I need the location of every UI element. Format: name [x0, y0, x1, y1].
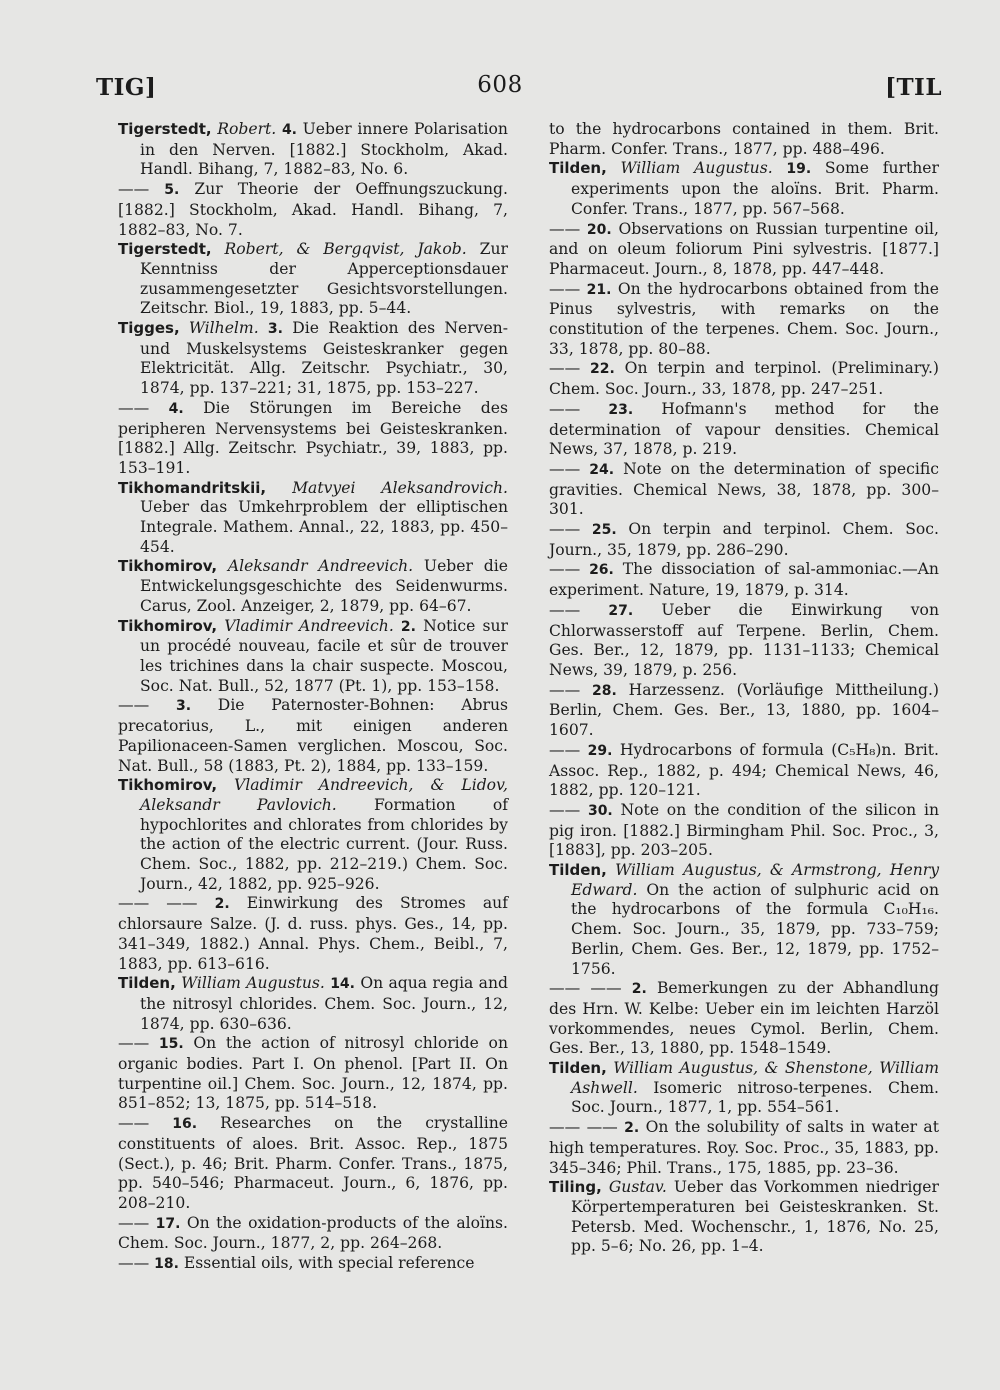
entry-title: On terpin and terpinol. Chem. Soc. Journ., 35, 1879, pp. 286–290. — [549, 520, 939, 559]
author-surname: Tigges, — [118, 319, 180, 338]
entry-title: Zur Kenntniss der Apperceptionsdauer zusammengesetzter Gesichtsvorstellungen. Zeitschr. Biol., 19, 1883, pp. 5–44. — [140, 240, 508, 318]
author-surname: Tiling, — [549, 1178, 602, 1197]
ditto-dash: —— — [118, 1114, 150, 1133]
bibliography-entry — [549, 1118, 939, 1178]
ditto-dash: —— — [549, 560, 581, 579]
author-surname: Tilden, — [118, 974, 176, 993]
author-given-names: William Augustus. — [181, 974, 325, 993]
bibliography-entry — [549, 979, 939, 1059]
author-surname: Tilden, — [549, 861, 607, 880]
ditto-dash: —— — [549, 740, 581, 759]
entry-title: Ueber die Entwickelungsgeschichte des Seidenwurms. Carus, Zool. Anzeiger, 2, 1879, pp. 64–67. — [140, 557, 508, 615]
bibliography-entry — [118, 399, 508, 479]
header-right-guide: [TIL — [885, 74, 942, 101]
author-given-names: Robert, & Bergqvist, Jakob. — [224, 240, 467, 259]
entry-title: On the action of sulphuric acid on the hydrocarbons of the formula C₁₀H₁₆. Chem. Soc. Journ., 35, 1879, pp. 733–759; Berlin, Chem. Ges. Ber., 12, 1879, pp. 1752–1756. — [571, 880, 939, 978]
bibliography-entry — [549, 159, 939, 219]
bibliography-entry — [118, 120, 508, 180]
author-surname: Tilden, — [549, 159, 607, 178]
entry-title: Ueber innere Polarisation in den Nerven. [1882.] Stockholm, Akad. Handl. Bihang, 7, 1882–83, No. 6. — [140, 120, 508, 179]
entry-title: Die Reaktion des Nerven- und Muskelsystems Geisteskranker gegen Elektricität. Allg. Zeitschr. Psychiatr., 30, 1874, pp. 137–221; 31, 1875, pp. 153–227. — [140, 319, 508, 398]
right-column — [549, 120, 939, 1257]
bibliography-entry — [549, 120, 939, 159]
author-surname: Tikhomirov, — [118, 557, 218, 576]
entry-number: 2. — [214, 896, 230, 913]
entry-number: 20. — [586, 221, 612, 238]
entry-title: Zur Theorie der Oeffnungszuckung. [1882.] Stockholm, Akad. Handl. Bihang, 7, 1882–83, No. 7. — [118, 180, 508, 239]
entry-title: On the oxidation-products of the aloïns. Chem. Soc. Journ., 1877, 2, pp. 264–268. — [118, 1213, 508, 1253]
ditto-dash: —— —— — [118, 894, 198, 913]
author-given-names: William Augustus, & Armstrong, Henry Edward. — [571, 861, 939, 899]
bibliography-entry — [549, 520, 939, 560]
entry-number: 23. — [608, 401, 634, 418]
ditto-dash: —— — [549, 279, 581, 298]
entry-number: 28. — [592, 682, 617, 699]
ditto-dash: —— — [118, 180, 150, 199]
author-surname: Tikhomirov, — [118, 776, 218, 795]
entry-number: 25. — [591, 522, 617, 539]
author-given-names: Wilhelm. — [188, 319, 259, 338]
entry-continuation: to the hydrocarbons contained in them. Brit. Pharm. Confer. Trans., 1877, pp. 488–496. — [549, 120, 939, 158]
header-left-guide: TIG] — [96, 74, 157, 101]
entry-title: Ueber das Vorkommen niedriger Körpertemperaturen bei Geisteskranken. St. Petersb. Med. Wochenschr., 1, 1876, No. 25, pp. 5–6; No. 26, pp. 1–4. — [571, 1178, 939, 1256]
bibliography-entry — [549, 861, 939, 979]
entry-number: 27. — [608, 602, 634, 619]
entry-number: 14. — [330, 976, 355, 993]
bibliography-entry — [549, 560, 939, 600]
entry-title: On the hydrocarbons obtained from the Pinus sylvestris, with remarks on the constitution of the terpenes. Chem. Soc. Journ., 33, 1878, pp. 80–88. — [549, 279, 939, 358]
bibliography-entry — [118, 974, 508, 1034]
entry-number: 26. — [589, 562, 614, 579]
bibliography-entry — [549, 601, 939, 681]
author-surname: Tikhomirov, — [118, 616, 218, 635]
author-given-names: Robert. — [217, 120, 277, 138]
entry-title: Die Störungen im Bereiche des peripheren Nervensystems bei Geisteskranken. [1882.] Allg. Zeitschr. Psychiatr., 39, 1883, pp. 153–191. — [118, 398, 509, 477]
entry-number: 18. — [154, 1256, 179, 1273]
entry-title: Formation of hypochlorites and chlorates from chlorides by the action of the electric current. (Jour. Russ. Chem. Soc., 1882, pp. 212–219.) Chem. Soc. Journ., 42, 1882, pp. 925–926. — [140, 795, 508, 893]
author-given-names: Aleksandr Andreevich. — [227, 557, 414, 576]
ditto-dash: —— — [118, 1254, 150, 1273]
entry-title: Notice sur un procédé nouveau, facile et sûr de trouver les trichines dans la chair suspecte. Moscou, Soc. Nat. Bull., 52, 1877 (Pt. 1), pp. 153–158. — [140, 616, 508, 695]
entry-number: 29. — [587, 742, 613, 759]
entry-number: 4. — [168, 400, 184, 417]
entry-number: 19. — [786, 161, 812, 178]
bibliography-entry — [549, 801, 939, 861]
ditto-dash: —— —— — [549, 1118, 618, 1137]
entry-number: 16. — [172, 1116, 198, 1133]
bibliography-entry — [118, 894, 508, 974]
entry-number: 2. — [400, 618, 416, 635]
author-given-names: William Augustus, & Shenstone, William Ashwell. — [571, 1059, 939, 1097]
entry-number: 22. — [590, 361, 615, 378]
entry-title: Bemerkungen zu der Abhandlung des Hrn. W. Kelbe: Ueber ein im leichten Harzöl vorkommendes, neues Cymol. Berlin, Chem. Ges. Ber., 13, 1880, pp. 1548–1549. — [549, 979, 939, 1058]
entry-number: 2. — [624, 1120, 640, 1137]
entry-title: Essential oils, with special reference — [178, 1254, 475, 1273]
ditto-dash: —— — [118, 1034, 150, 1053]
entry-title: Some further experiments upon the aloïns. Brit. Pharm. Confer. Trans., 1877, pp. 567–568. — [571, 159, 939, 218]
bibliography-entry — [549, 359, 939, 399]
ditto-dash: —— — [118, 398, 150, 417]
entry-number: 30. — [587, 802, 613, 819]
bibliography-entry — [118, 1254, 508, 1275]
ditto-dash: —— — [118, 696, 150, 715]
bibliography-entry — [549, 681, 939, 741]
author-surname: Tigerstedt, — [118, 240, 212, 259]
entry-title: Harzessenz. (Vorläufige Mittheilung.) Berlin, Chem. Ges. Ber., 13, 1880, pp. 1604–1607. — [549, 680, 939, 740]
bibliography-entry — [118, 617, 508, 697]
author-surname: Tigerstedt, — [118, 120, 212, 138]
ditto-dash: —— —— — [549, 979, 622, 998]
author-surname: Tikhomandritskii, — [118, 478, 267, 497]
author-given-names: Vladimir Andreevich, & Lidov, Aleksandr Pavlovich. — [140, 776, 508, 814]
ditto-dash: —— — [549, 359, 581, 378]
bibliography-entry — [118, 1034, 508, 1114]
entry-number: 21. — [586, 281, 612, 298]
entry-number: 4. — [281, 122, 297, 138]
bibliography-entry — [549, 280, 939, 360]
bibliography-entry — [118, 776, 508, 894]
ditto-dash: —— — [549, 219, 581, 238]
bibliography-entry — [118, 696, 508, 776]
ditto-dash: —— — [549, 520, 581, 539]
entry-title: On the solubility of salts in water at high temperatures. Roy. Soc. Proc., 35, 1883, pp. 345–346; Phil. Trans., 175, 1885, pp. 23–36. — [549, 1118, 939, 1177]
entry-title: Note on the condition of the silicon in pig iron. [1882.] Birmingham Phil. Soc. Proc., 3, [1883], pp. 203–205. — [549, 800, 939, 860]
entry-title: Ueber das Umkehrproblem der elliptischen Integrale. Mathem. Annal., 22, 1883, pp. 450–454. — [140, 498, 508, 556]
bibliography-entry — [549, 741, 939, 801]
entry-number: 3. — [175, 698, 192, 715]
entry-title: Hofmann's method for the determination of vapour densities. Chemical News, 37, 1878, p. 219. — [549, 399, 939, 459]
page-number: 608 — [477, 72, 523, 98]
entry-number: 24. — [589, 461, 615, 478]
entry-title: Ueber die Einwirkung von Chlorwasserstoff auf Terpene. Berlin, Chem. Ges. Ber., 12, 1879, pp. 1131–1133; Chemical News, 39, 1879, p. 256. — [549, 600, 939, 679]
entry-number: 17. — [155, 1215, 181, 1232]
entry-title: Einwirkung des Stromes auf chlorsaure Salze. (J. d. russ. phys. Ges., 14, pp. 341–349, 1882.) Annal. Phys. Chem., Beibl., 7, 1883, pp. 613–616. — [118, 894, 508, 973]
entry-title: On terpin and terpinol. (Preliminary.) Chem. Soc. Journ., 33, 1878, pp. 247–251. — [549, 359, 939, 399]
entry-number: 2. — [631, 981, 647, 998]
entry-title: Observations on Russian turpentine oil, and on oleum foliorum Pini sylvestris. [1877.] Pharmaceut. Journ., 8, 1878, pp. 447–448. — [549, 219, 939, 278]
bibliography-entry — [118, 1214, 508, 1254]
author-surname: Tilden, — [549, 1059, 607, 1078]
entry-title: The dissociation of sal-ammoniac.—An experiment. Nature, 19, 1879, p. 314. — [549, 560, 939, 600]
entry-title: Researches on the crystalline constituents of aloes. Brit. Assoc. Rep., 1875 (Sect.), p. 46; Brit. Pharm. Confer. Trans., 1875, pp. 540–546; Pharmaceut. Journ., 6, 1876, pp. 208–210. — [118, 1114, 508, 1212]
entry-title: Note on the determination of specific gravities. Chemical News, 38, 1878, pp. 300–301. — [549, 459, 939, 519]
bibliography-entry — [118, 180, 508, 240]
entry-title: Hydrocarbons of formula (C₅H₈)n. Brit. Assoc. Rep., 1882, p. 494; Chemical News, 46, 1882, pp. 120–121. — [549, 740, 939, 800]
left-column — [118, 120, 508, 1275]
ditto-dash: —— — [549, 459, 581, 478]
entry-number: 3. — [267, 321, 283, 338]
bibliography-entry — [549, 400, 939, 460]
author-given-names: Matvyei Aleksandrovich. — [292, 478, 508, 497]
bibliography-entry — [118, 557, 508, 616]
entry-title: On aqua regia and the nitrosyl chlorides. Chem. Soc. Journ., 12, 1874, pp. 630–636. — [140, 974, 508, 1033]
entry-title: Die Paternoster-Bohnen: Abrus precatorius, L., mit einigen anderen Papilionaceen-Samen verglichen. Moscou, Soc. Nat. Bull., 58 (1883, Pt. 2), 1884, pp. 133–159. — [118, 696, 508, 775]
entry-title: Isomeric nitroso-terpenes. Chem. Soc. Journ., 1877, 1, pp. 554–561. — [571, 1078, 939, 1117]
bibliography-entry — [118, 240, 508, 319]
bibliography-entry — [549, 460, 939, 520]
bibliography-entry — [118, 1114, 508, 1214]
bibliography-entry — [549, 1178, 939, 1257]
ditto-dash: —— — [549, 600, 581, 619]
entry-number: 15. — [158, 1036, 184, 1053]
ditto-dash: —— — [549, 680, 581, 699]
author-given-names: Gustav. — [608, 1178, 667, 1197]
bibliography-entry — [549, 1059, 939, 1118]
author-given-names: Vladimir Andreevich. — [224, 616, 394, 635]
bibliography-entry — [118, 319, 508, 399]
entry-title: On the action of nitrosyl chloride on organic bodies. Part I. On phenol. [Part II. On turpentine oil.] Chem. Soc. Journ., 12, 1874, pp. 851–852; 13, 1875, pp. 514–518. — [118, 1034, 508, 1113]
author-given-names: William Augustus. — [620, 159, 773, 178]
ditto-dash: —— — [549, 800, 581, 819]
ditto-dash: —— — [549, 399, 581, 418]
bibliography-entry — [118, 479, 508, 558]
ditto-dash: —— — [118, 1213, 150, 1232]
entry-number: 5. — [164, 182, 180, 199]
bibliography-entry — [549, 220, 939, 280]
